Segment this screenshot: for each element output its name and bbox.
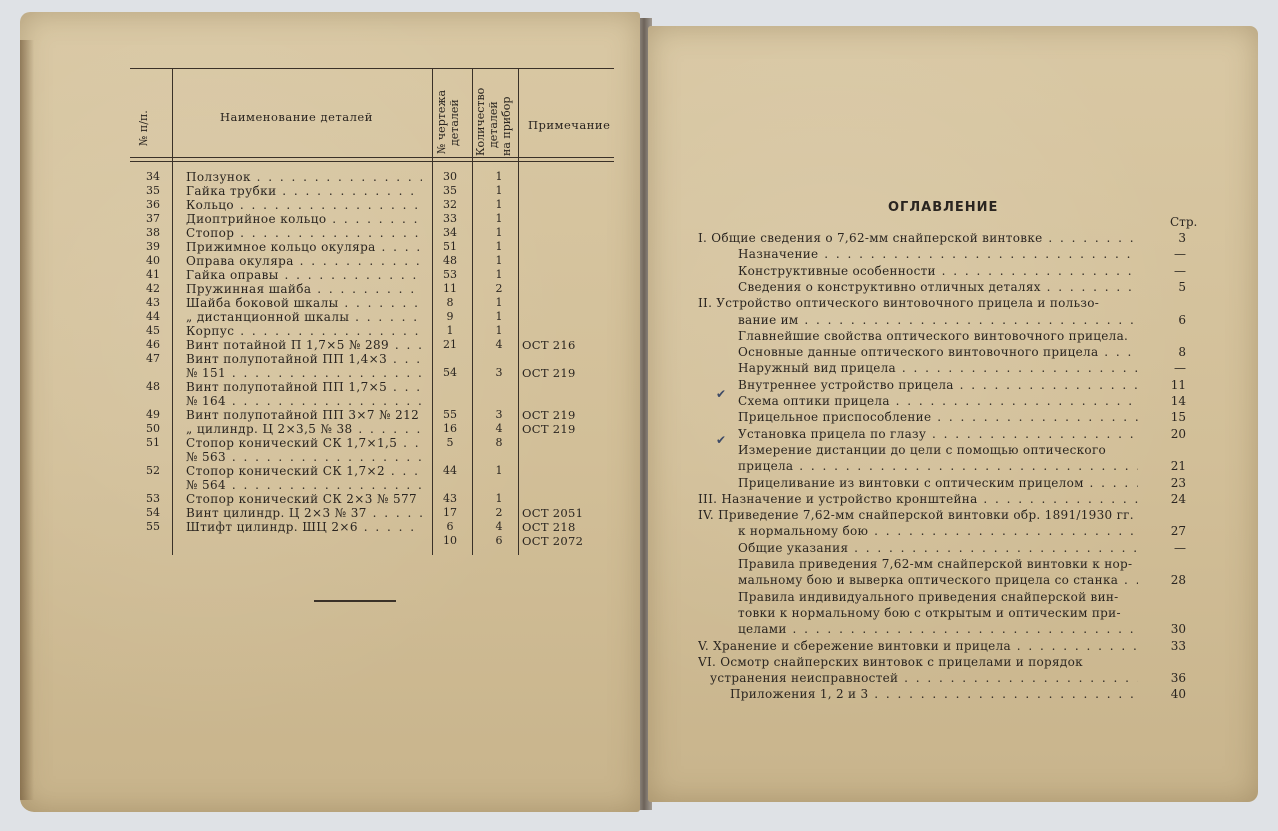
toc-page-number: 20	[1170, 426, 1186, 441]
pencil-check-mark: ✔	[716, 433, 727, 447]
drawing-number: 33	[443, 212, 457, 225]
table-row	[20, 450, 640, 464]
quantity: 1	[495, 198, 503, 211]
quantity: 1	[495, 240, 503, 253]
toc-entry: прицела . . .	[738, 459, 1138, 474]
note: ОСТ 219	[522, 408, 576, 422]
toc-entry: целами . . .	[738, 622, 1138, 637]
part-name: Корпус . . .	[186, 324, 422, 338]
toc-page-number: —	[1174, 263, 1186, 278]
row-number: 48	[146, 380, 160, 393]
table-row	[20, 338, 640, 352]
drawing-number: 48	[443, 254, 457, 267]
toc-entry: вание им . . .	[738, 313, 1138, 328]
toc-entry: к нормальному бою . . .	[738, 524, 1138, 539]
table-row	[20, 436, 640, 450]
note: ОСТ 218	[522, 520, 576, 534]
table-row	[20, 534, 640, 548]
toc-entry: Правила индивидуального приведения снайперской вин-	[738, 589, 1119, 604]
part-name: Штифт цилиндр. ШЦ 2×6 . . .	[186, 520, 422, 534]
quantity: 1	[495, 184, 503, 197]
quantity: 4	[495, 422, 503, 435]
toc-page-number: —	[1174, 361, 1186, 376]
quantity: 6	[495, 534, 503, 547]
part-name: Винт полупотайной ПП 3×7 № 212 . . .	[186, 408, 422, 422]
drawing-number: 55	[443, 408, 457, 421]
toc-page-number: 11	[1170, 377, 1186, 392]
part-name: № 563 . . .	[186, 450, 422, 464]
part-name: Гайка оправы . . .	[186, 268, 422, 282]
part-name: Стопор конический СК 2×3 № 577 . . .	[186, 492, 422, 506]
table-row	[20, 492, 640, 506]
quantity: 1	[495, 296, 503, 309]
quantity: 1	[495, 254, 503, 267]
toc-entry: Назначение . . .	[738, 247, 1138, 262]
toc-entry: Общие указания . . .	[738, 541, 1138, 556]
row-number: 53	[146, 492, 160, 505]
drawing-number: 34	[443, 226, 457, 239]
quantity: 1	[495, 492, 503, 505]
header-qty-3: на прибор	[500, 96, 513, 156]
end-rule	[314, 600, 396, 602]
quantity: 1	[495, 464, 503, 477]
part-name: Пружинная шайба . . .	[186, 282, 422, 296]
row-number: 46	[146, 338, 160, 351]
toc-page-header: Стр.	[1170, 215, 1198, 229]
toc-entry: Приложения 1, 2 и 3 . . .	[730, 687, 1138, 702]
drawing-number: 5	[446, 436, 454, 449]
quantity: 8	[495, 436, 503, 449]
header-name: Наименование деталей	[220, 110, 373, 124]
quantity: 1	[495, 226, 503, 239]
toc-entry: Установка прицела по глазу . . .	[738, 427, 1138, 442]
drawing-number: 9	[446, 310, 454, 323]
table-row	[20, 226, 640, 240]
table-row	[20, 184, 640, 198]
table-top-rule	[130, 68, 614, 69]
pencil-check-mark: ✔	[716, 387, 727, 401]
row-number: 40	[146, 254, 160, 267]
header-note: Примечание	[528, 118, 611, 132]
drawing-number: 11	[443, 282, 457, 295]
quantity: 1	[495, 268, 503, 281]
drawing-number: 10	[443, 534, 457, 547]
drawing-number: 30	[443, 170, 457, 183]
row-number: 34	[146, 170, 160, 183]
part-name: Винт потайной П 1,7×5 № 289 . . .	[186, 338, 422, 352]
part-name: Ползунок . . .	[186, 170, 422, 184]
drawing-number: 8	[446, 296, 454, 309]
toc-entry: VI. Осмотр снайперских винтовок с прицелами и порядок	[698, 654, 1083, 669]
row-number: 42	[146, 282, 160, 295]
note: ОСТ 219	[522, 366, 576, 380]
toc-entry: товки к нормальному бою с открытым и оптическим при-	[738, 605, 1121, 620]
quantity: 1	[495, 212, 503, 225]
part-name: Стопор конический СК 1,7×2 . . .	[186, 464, 422, 478]
toc-entry: V. Хранение и сбережение винтовки и прицела . . .	[698, 639, 1138, 654]
table-row	[20, 352, 640, 366]
drawing-number: 16	[443, 422, 457, 435]
toc-entry: Прицеливание из винтовки с оптическим прицелом . . .	[738, 476, 1138, 491]
toc-page-number: 24	[1170, 491, 1186, 506]
row-number: 54	[146, 506, 160, 519]
toc-page-number: 14	[1170, 394, 1186, 408]
table-row	[20, 240, 640, 254]
row-number: 44	[146, 310, 160, 323]
table-header-rule	[130, 157, 614, 158]
row-number: 51	[146, 436, 160, 449]
drawing-number: 17	[443, 506, 457, 519]
toc-page-number: 28	[1170, 573, 1186, 588]
part-name: Стопор . . .	[186, 226, 422, 240]
drawing-number: 44	[443, 464, 457, 477]
header-qty-2: деталей	[487, 101, 500, 148]
table-row	[20, 282, 640, 296]
toc-entry: Конструктивные особенности . . .	[738, 264, 1138, 279]
table-row	[20, 422, 640, 436]
toc-entry: Основные данные оптического винтовочного прицела . . .	[738, 345, 1138, 360]
quantity: 1	[495, 324, 503, 337]
quantity: 4	[495, 338, 503, 351]
toc-page-number: 27	[1170, 524, 1186, 539]
toc-page-number: 3	[1178, 231, 1186, 245]
table-row	[20, 506, 640, 520]
part-name: № 151 . . .	[186, 366, 422, 380]
part-name: Винт цилиндр. Ц 2×3 № 37 . . .	[186, 506, 422, 520]
row-number: 37	[146, 212, 160, 225]
part-name: Оправа окуляра . . .	[186, 254, 422, 268]
row-number: 38	[146, 226, 160, 239]
table-row	[20, 310, 640, 324]
part-name: Прижимное кольцо окуляра . . .	[186, 240, 422, 254]
toc-entry: Измерение дистанции до цели с помощью оптического	[738, 442, 1107, 457]
note: ОСТ 2072	[522, 534, 584, 548]
table-row	[20, 254, 640, 268]
row-number: 43	[146, 296, 160, 309]
note: ОСТ 216	[522, 338, 576, 352]
drawing-number: 1	[446, 324, 454, 337]
toc-entry: Сведения о конструктивно отличных деталях . . .	[738, 280, 1138, 295]
toc-page-number: 6	[1178, 312, 1186, 327]
table-row	[20, 408, 640, 422]
note: ОСТ 2051	[522, 506, 584, 520]
toc-entry: Наружный вид прицела . . .	[738, 361, 1138, 376]
left-page	[20, 12, 640, 812]
toc-entry: Прицельное приспособление . . .	[738, 410, 1138, 425]
quantity: 1	[495, 310, 503, 323]
row-number: 35	[146, 184, 160, 197]
table-row	[20, 380, 640, 394]
header-qty-1: Количество	[474, 87, 487, 156]
toc-entry: устранения неисправностей . . .	[710, 671, 1138, 686]
part-name: „ дистанционной шкалы . . .	[186, 310, 422, 324]
row-number: 39	[146, 240, 160, 253]
drawing-number: 6	[446, 520, 454, 533]
table-row	[20, 394, 640, 408]
toc-page-number: 40	[1170, 687, 1186, 702]
drawing-number: 35	[443, 184, 457, 197]
part-name: „ цилиндр. Ц 2×3,5 № 38 . . .	[186, 422, 422, 436]
drawing-number: 21	[443, 338, 457, 351]
header-num: № п/п.	[137, 110, 150, 146]
toc-entry: Схема оптики прицела . . .	[738, 394, 1138, 409]
drawing-number: 54	[443, 366, 457, 379]
toc-page-number: —	[1174, 540, 1186, 555]
drawing-number: 43	[443, 492, 457, 505]
toc-page-number: —	[1174, 247, 1186, 262]
table-row	[20, 324, 640, 338]
toc-entry: III. Назначение и устройство кронштейна . . .	[698, 492, 1138, 507]
table-row	[20, 170, 640, 184]
header-drawing-2: деталей	[448, 99, 461, 146]
toc-entry: IV. Приведение 7,62-мм снайперской винтовки обр. 1891/1930 гг.	[698, 508, 1134, 523]
row-number: 45	[146, 324, 160, 337]
toc-entry: Правила приведения 7,62-мм снайперской винтовки к нор-	[738, 557, 1133, 571]
toc-page-number: 33	[1170, 638, 1186, 653]
part-name: Шайба боковой шкалы . . .	[186, 296, 422, 310]
table-header-rule-2	[130, 161, 614, 162]
table-row	[20, 464, 640, 478]
table-row	[20, 366, 640, 380]
toc-page-number: 15	[1170, 410, 1186, 425]
toc-title: ОГЛАВЛЕНИЕ	[888, 200, 999, 215]
toc-entry: мальному бою и выверка оптического прицела со станка . . .	[738, 573, 1138, 588]
page-edge	[20, 40, 34, 800]
part-name: Винт полупотайной ПП 1,4×3 . . .	[186, 352, 422, 366]
part-name: № 564 . . .	[186, 478, 422, 492]
quantity: 2	[495, 282, 503, 295]
table-row	[20, 520, 640, 534]
drawing-number: 32	[443, 198, 457, 211]
part-name: Стопор конический СК 1,7×1,5 . . .	[186, 436, 422, 450]
row-number: 36	[146, 198, 160, 211]
row-number: 52	[146, 464, 160, 477]
table-row	[20, 212, 640, 226]
quantity: 2	[495, 506, 503, 519]
part-name: Винт полупотайной ПП 1,7×5 . . .	[186, 380, 422, 394]
row-number: 47	[146, 352, 160, 365]
quantity: 4	[495, 520, 503, 533]
table-row	[20, 296, 640, 310]
toc-page-number: 36	[1170, 671, 1186, 686]
row-number: 49	[146, 408, 160, 421]
toc-entry: Внутреннее устройство прицела . . .	[738, 378, 1138, 393]
part-name: № 164 . . .	[186, 394, 422, 408]
part-name: Кольцо . . .	[186, 198, 422, 212]
toc-entry: Главнейшие свойства оптического винтовочного прицела.	[738, 328, 1129, 343]
toc-page-number: 21	[1170, 459, 1186, 474]
header-drawing-1: № чертежа	[435, 89, 448, 154]
toc-page-number: 5	[1178, 279, 1186, 294]
toc-page-number: 30	[1170, 622, 1186, 637]
right-page	[648, 26, 1258, 802]
drawing-number: 53	[443, 268, 457, 281]
part-name: Диоптрийное кольцо . . .	[186, 212, 422, 226]
toc-page-number: 23	[1170, 475, 1186, 490]
toc-page-number: 8	[1178, 345, 1186, 360]
quantity: 1	[495, 170, 503, 183]
quantity: 3	[495, 366, 503, 379]
note: ОСТ 219	[522, 422, 576, 436]
toc-entry: I. Общие сведения о 7,62-мм снайперской винтовке . . .	[698, 231, 1138, 246]
row-number: 50	[146, 422, 160, 435]
row-number: 41	[146, 268, 160, 281]
drawing-number: 51	[443, 240, 457, 253]
toc-entry: II. Устройство оптического винтовочного прицела и пользо-	[698, 296, 1100, 311]
row-number: 55	[146, 520, 160, 533]
table-row	[20, 478, 640, 492]
quantity: 3	[495, 408, 503, 421]
table-row	[20, 198, 640, 212]
part-name: Гайка трубки . . .	[186, 184, 422, 198]
table-row	[20, 268, 640, 282]
